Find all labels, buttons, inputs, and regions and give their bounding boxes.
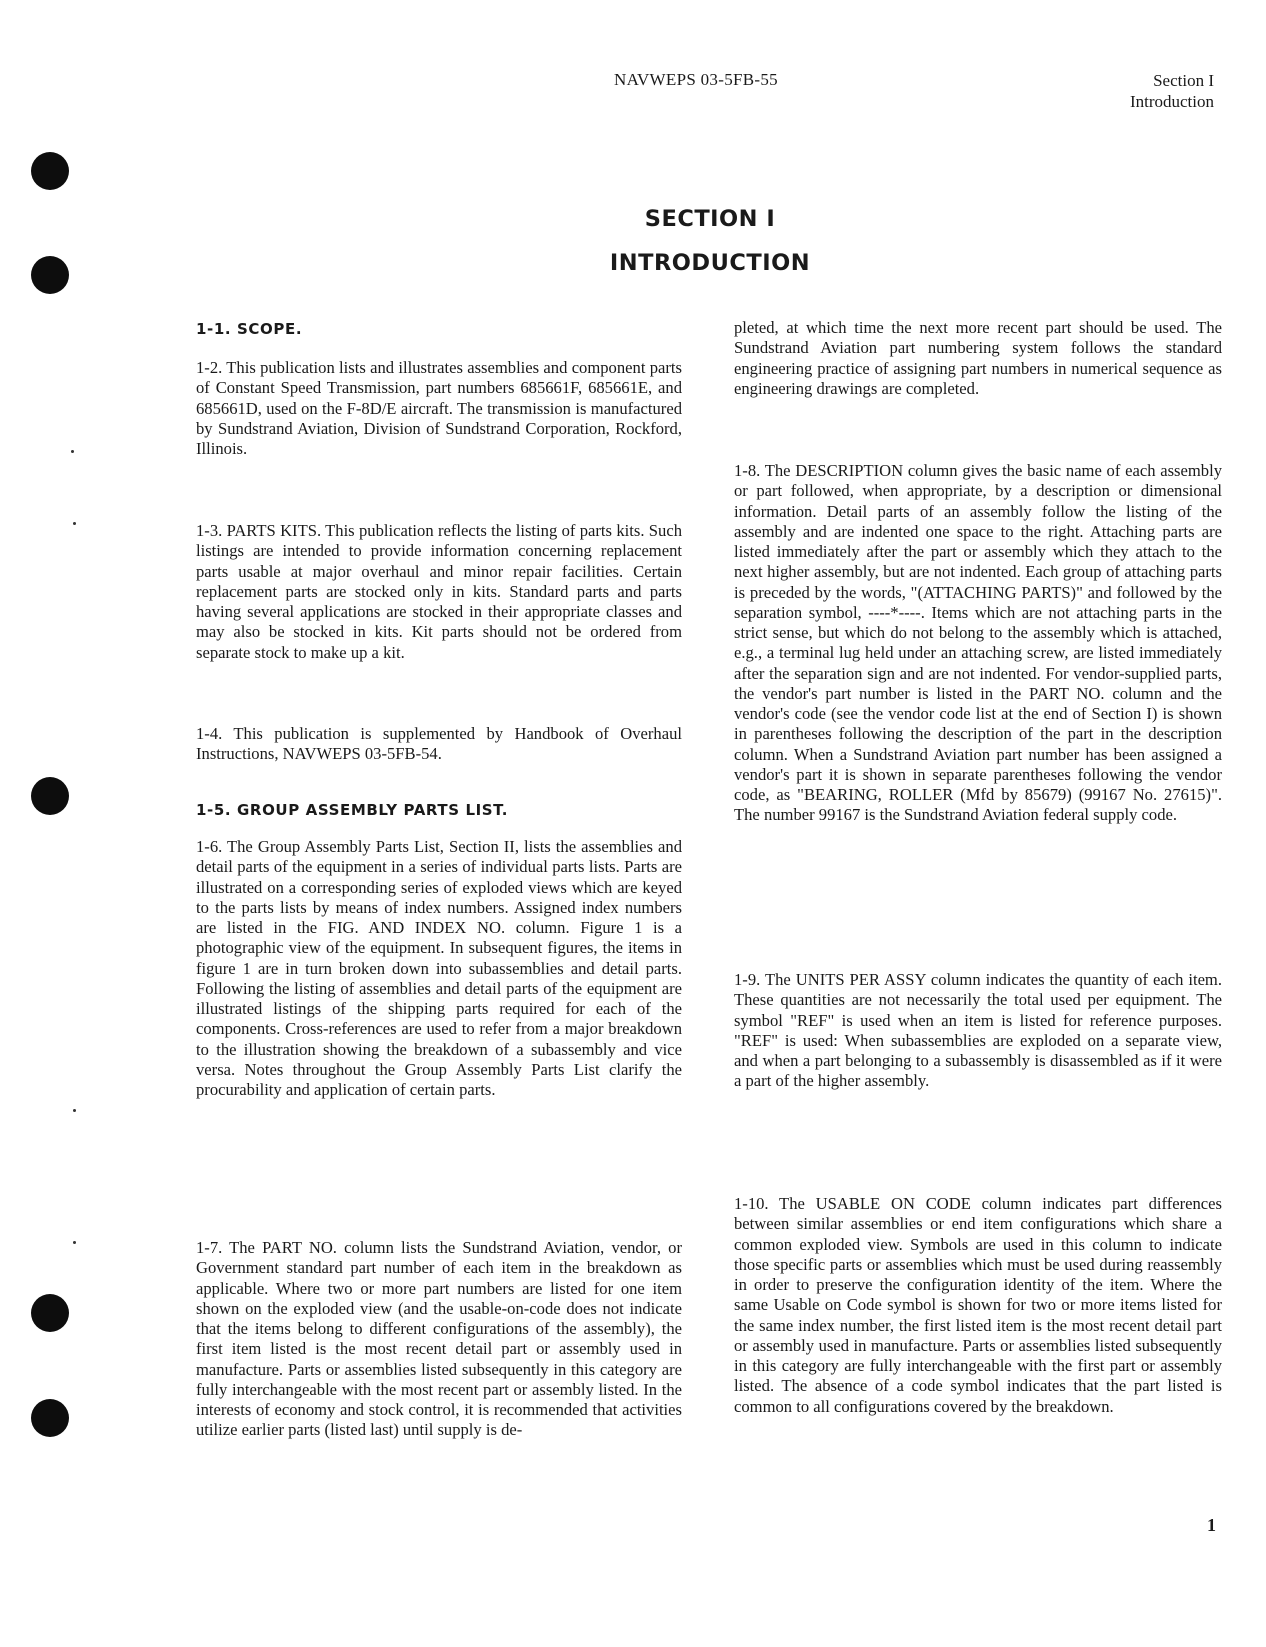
- binder-hole: [31, 152, 69, 190]
- paragraph-1-10: 1-10. The USABLE ON CODE column indicates part differences between similar assemblies or end item configurations which share a common exploded view. Symbols are used in this column to indicate those specific parts or assemblies which must be used during reassembly in order to preserve the configuration identity of the item. Where the same Usable on Code symbol is shown for two or more items listed for the same index number, the first listed item is the most recent detail part or assembly used in manufacture. Parts or assemblies listed subsequently in this category are fully interchangeable with the first part or assembly listed. The absence of a code symbol indicates that the part listed is common to all configurations covered by the breakdown.: [734, 1194, 1222, 1416]
- paragraph-1-4: 1-4. This publication is supplemented by Handbook of Overhaul Instructions, NAVWEPS 03-5FB-54.: [196, 724, 682, 764]
- binder-hole: [31, 777, 69, 815]
- running-header: [1130, 70, 1214, 112]
- page-number: 1: [1207, 1515, 1216, 1535]
- paragraph-1-2: 1-2. This publication lists and illustrates assemblies and component parts of Constant Speed Transmission, part numbers 685661F, 685661E, and 685661D, used on the F-8D/E aircraft. The transmission is manufactured by Sundstrand Aviation, Division of Sundstrand Corporation, Rockford, Illinois.: [196, 358, 682, 458]
- section-name: Introduction: [1129, 92, 1214, 111]
- paragraph-1-6: 1-6. The Group Assembly Parts List, Section II, lists the assemblies and detail parts of the equipment in a series of individual parts lists. Parts are illustrated on a corresponding series of exploded views which are keyed to the parts lists by means of index numbers. Assigned index numbers are listed in the FIG. AND INDEX NO. column. Figure 1 is a photographic view of the equipment. In subsequent figures, the items in figure 1 are in turn broken down into subassemblies and detail parts. Following the listing of assemblies and detail parts of the equipment are illustrated listings of the shipping parts required for each of the components. Cross-references are used to refer from a major breakdown to the illustration showing the breakdown of a subassembly and vice versa. Notes throughout the Group Assembly Parts List clarify the procurability and application of certain parts.: [196, 837, 682, 1099]
- paragraph-1-9: 1-9. The UNITS PER ASSY column indicates the quantity of each item. These quantities are not necessarily the total used per equipment. The symbol "REF" is used when an item is listed for reference purposes. "REF" is used: When subassemblies are exploded on a separate view, and when a part belonging to a subassembly is disassembled as if it were a part of the higher assembly.: [734, 970, 1222, 1091]
- section-heading: SECTION I: [644, 206, 776, 232]
- scan-speck: [73, 522, 76, 525]
- paragraph-1-8: 1-8. The DESCRIPTION column gives the basic name of each assembly or part followed, when appropriate, by a description or dimensional information. Detail parts of an assembly follow the listing of the assembly and are indented one space to the right. Attaching parts are listed immediately after the part or assembly which they attach to the next higher assembly, but are not indented. Each group of attaching parts is preceded by the words, "(ATTACHING PARTS)" and followed by the separation symbol, ----*----. Items which are not attaching parts in the strict sense, but which do not belong to the assembly which is attached, e.g., a terminal lug held under an attaching screw, are listed immediately after the separation sign and are not indented. For vendor-supplied parts, the vendor's part number is listed in the PART NO. column and the vendor's code (see the vendor code list at the end of Section I) is shown in parentheses following the description of the part in the description column. When a Sundstrand Aviation part number has been assigned a vendor's part it is shown in separate parentheses following the vendor code, as "BEARING, ROLLER (Mfd by 85679) (99167 No. 27615)". The number 99167 is the Sundstrand Aviation federal supply code.: [734, 461, 1222, 825]
- scan-speck: [73, 1109, 76, 1112]
- binder-hole: [31, 1294, 69, 1332]
- scan-speck: [71, 450, 74, 453]
- section-title: INTRODUCTION: [609, 250, 811, 276]
- section-label: Section I: [1153, 71, 1214, 90]
- heading-group-assembly-parts-list: 1-5. GROUP ASSEMBLY PARTS LIST.: [196, 801, 509, 819]
- document-number: NAVWEPS 03-5FB-55: [614, 70, 778, 89]
- scan-speck: [73, 1241, 76, 1244]
- paragraph-1-7-continued: pleted, at which time the next more recent part should be used. The Sundstrand Aviation part numbering system follows the standard engineering practice of assigning part numbers in numerical sequence as engineering drawings are completed.: [734, 318, 1222, 398]
- heading-scope: 1-1. SCOPE.: [196, 320, 303, 338]
- binder-hole: [31, 1399, 69, 1437]
- paragraph-1-7: 1-7. The PART NO. column lists the Sundstrand Aviation, vendor, or Government standard part number of each item in the breakdown as applicable. Where two or more part numbers are listed for one item shown on the exploded view (and the usable-on-code does not indicate that the items belong to different configurations of the assembly), the first item listed is the most recent detail part or assembly used in manufacture. Parts or assemblies listed subsequently in this category are fully interchangeable with the most recent part or assembly listed. In the interests of economy and stock control, it is recommended that activities utilize earlier parts (listed last) until supply is de-: [196, 1238, 682, 1440]
- paragraph-1-3: 1-3. PARTS KITS. This publication reflects the listing of parts kits. Such listings are intended to provide information concerning replacement parts usable at major overhaul and minor repair facilities. Certain replacement parts are stocked only in kits. Standard parts and parts having several applications are stocked in their appropriate classes and may also be stocked in kits. Kit parts should not be ordered from separate stock to make up a kit.: [196, 521, 682, 662]
